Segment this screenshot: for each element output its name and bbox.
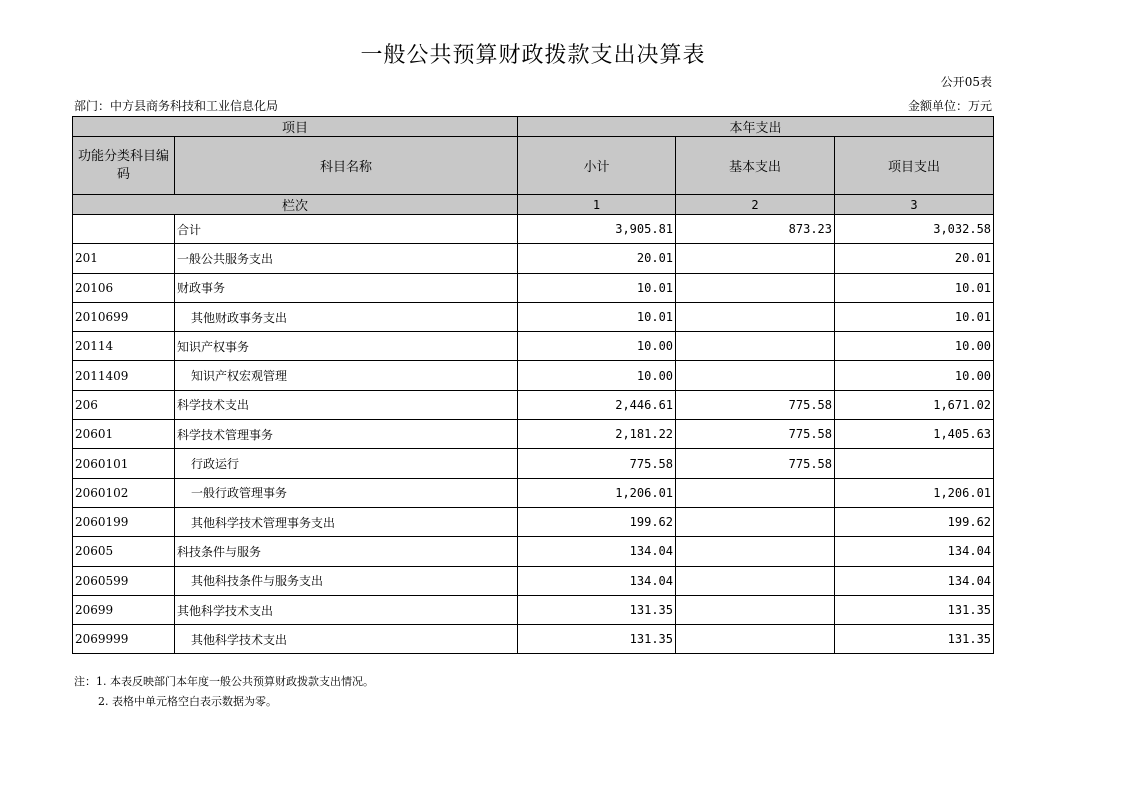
cell-subtotal: 10.00 [518, 332, 676, 361]
cell-basic [676, 244, 835, 273]
table-row [73, 625, 994, 654]
header-item: 项目 [73, 117, 518, 137]
header-name: 科目名称 [175, 137, 518, 195]
cell-code: 201 [73, 244, 175, 273]
footnote-2: 2. 表格中单元格空白表示数据为零。 [98, 695, 277, 708]
header-code: 功能分类科目编码 [73, 137, 175, 195]
cell-project: 20.01 [835, 244, 994, 273]
cell-project: 199.62 [835, 507, 994, 536]
table-row [73, 215, 994, 244]
cell-subtotal: 10.01 [518, 273, 676, 302]
cell-subtotal: 3,905.81 [518, 215, 676, 244]
header-col-2: 2 [676, 195, 835, 215]
cell-basic: 775.58 [676, 420, 835, 449]
cell-code: 20699 [73, 595, 175, 624]
cell-basic [676, 537, 835, 566]
table-row [73, 390, 994, 419]
cell-subtotal: 131.35 [518, 625, 676, 654]
cell-basic [676, 625, 835, 654]
cell-subtotal: 1,206.01 [518, 478, 676, 507]
cell-project: 134.04 [835, 566, 994, 595]
cell-code: 2069999 [73, 625, 175, 654]
cell-basic [676, 302, 835, 331]
cell-code: 20114 [73, 332, 175, 361]
cell-subtotal: 10.00 [518, 361, 676, 390]
cell-subtotal: 134.04 [518, 566, 676, 595]
cell-project: 10.00 [835, 332, 994, 361]
table-row [73, 361, 994, 390]
header-row-3 [73, 195, 994, 215]
cell-code: 2060199 [73, 507, 175, 536]
cell-project: 1,206.01 [835, 478, 994, 507]
amount-unit-label: 金额单位：万元 [907, 99, 992, 113]
cell-project [835, 449, 994, 478]
cell-basic: 873.23 [676, 215, 835, 244]
cell-name: 其他财政事务支出 [175, 302, 518, 331]
table-row [73, 566, 994, 595]
cell-name: 科技条件与服务 [175, 537, 518, 566]
cell-name: 知识产权宏观管理 [175, 361, 518, 390]
cell-name: 其他科学技术支出 [175, 595, 518, 624]
table-row [73, 332, 994, 361]
cell-name: 行政运行 [175, 449, 518, 478]
form-number: 公开05表 [940, 75, 992, 89]
cell-name: 其他科技条件与服务支出 [175, 566, 518, 595]
footnote-1: 注：1. 本表反映部门本年度一般公共预算财政拨款支出情况。 [74, 675, 374, 688]
header-row-2 [73, 137, 994, 195]
cell-subtotal: 134.04 [518, 537, 676, 566]
table-row [73, 449, 994, 478]
cell-name: 合计 [175, 215, 518, 244]
page-title: 一般公共预算财政拨款支出决算表 [360, 43, 706, 68]
cell-basic: 775.58 [676, 449, 835, 478]
expenditure-table [72, 116, 994, 654]
cell-basic [676, 478, 835, 507]
cell-code: 2060102 [73, 478, 175, 507]
cell-name: 其他科学技术支出 [175, 625, 518, 654]
cell-name: 财政事务 [175, 273, 518, 302]
cell-subtotal: 199.62 [518, 507, 676, 536]
cell-name: 其他科学技术管理事务支出 [175, 507, 518, 536]
cell-code: 2011409 [73, 361, 175, 390]
cell-code: 2060599 [73, 566, 175, 595]
cell-subtotal: 2,446.61 [518, 390, 676, 419]
cell-project: 1,405.63 [835, 420, 994, 449]
cell-code: 2060101 [73, 449, 175, 478]
cell-name: 科学技术支出 [175, 390, 518, 419]
cell-project: 131.35 [835, 625, 994, 654]
header-column-index: 栏次 [73, 195, 518, 215]
table-row [73, 537, 994, 566]
table-row [73, 273, 994, 302]
cell-basic [676, 566, 835, 595]
cell-name: 科学技术管理事务 [175, 420, 518, 449]
cell-code [73, 215, 175, 244]
cell-basic: 775.58 [676, 390, 835, 419]
cell-basic [676, 332, 835, 361]
cell-basic [676, 273, 835, 302]
header-col-1: 1 [518, 195, 676, 215]
cell-name: 知识产权事务 [175, 332, 518, 361]
cell-name: 一般公共服务支出 [175, 244, 518, 273]
table-row [73, 478, 994, 507]
cell-subtotal: 2,181.22 [518, 420, 676, 449]
cell-code: 20601 [73, 420, 175, 449]
cell-project: 10.01 [835, 302, 994, 331]
header-basic: 基本支出 [676, 137, 835, 195]
cell-code: 20106 [73, 273, 175, 302]
header-subtotal: 小计 [518, 137, 676, 195]
cell-project: 10.00 [835, 361, 994, 390]
footnotes [74, 672, 374, 712]
table-row [73, 420, 994, 449]
cell-name: 一般行政管理事务 [175, 478, 518, 507]
cell-code: 20605 [73, 537, 175, 566]
cell-basic [676, 507, 835, 536]
table-row [73, 507, 994, 536]
cell-project: 134.04 [835, 537, 994, 566]
cell-basic [676, 595, 835, 624]
cell-basic [676, 361, 835, 390]
department-label: 部门：中方县商务科技和工业信息化局 [74, 99, 279, 113]
cell-code: 206 [73, 390, 175, 419]
cell-subtotal: 20.01 [518, 244, 676, 273]
header-row-1 [73, 117, 994, 137]
header-col-3: 3 [835, 195, 994, 215]
cell-subtotal: 131.35 [518, 595, 676, 624]
table-row [73, 595, 994, 624]
cell-project: 131.35 [835, 595, 994, 624]
cell-project: 10.01 [835, 273, 994, 302]
cell-subtotal: 775.58 [518, 449, 676, 478]
cell-project: 1,671.02 [835, 390, 994, 419]
table-row [73, 302, 994, 331]
header-project: 项目支出 [835, 137, 994, 195]
table-row [73, 244, 994, 273]
cell-code: 2010699 [73, 302, 175, 331]
cell-subtotal: 10.01 [518, 302, 676, 331]
header-current-year: 本年支出 [518, 117, 994, 137]
cell-project: 3,032.58 [835, 215, 994, 244]
